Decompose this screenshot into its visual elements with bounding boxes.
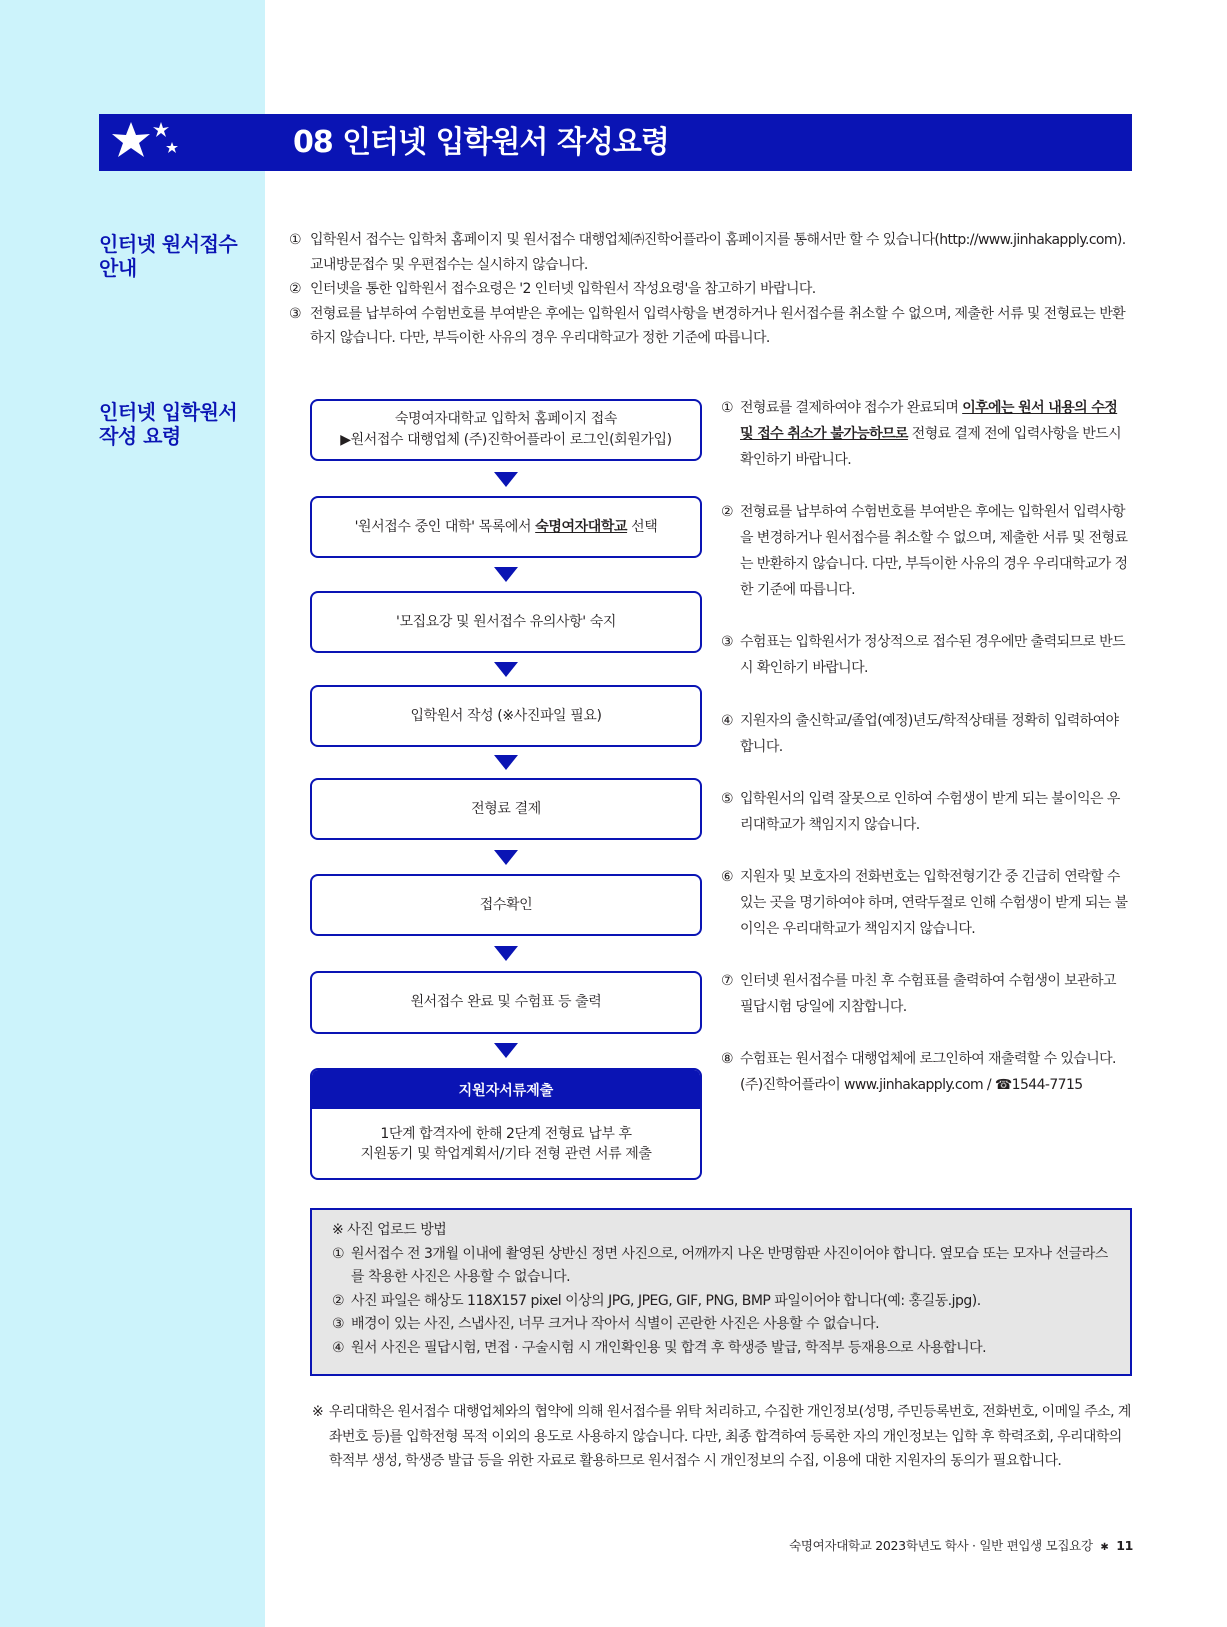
photo-item — [332, 1337, 1114, 1361]
item-text: 원서접수 전 3개월 이내에 촬영된 상반신 정면 사진으로, 어깨까지 나온 반명함판 사진이어야 합니다. 옆모습 또는 모자나 선글라스를 착용한 사진은 사용할 수 없습니다. — [351, 1245, 1108, 1285]
down-arrow-icon — [494, 567, 518, 582]
section-label-guide: 인터넷 원서접수 안내 — [99, 232, 238, 280]
down-arrow-icon — [494, 946, 518, 961]
item-text: 수험표는 입학원서가 정상적으로 접수된 경우에만 출력되므로 반드시 확인하기 바랍니다. — [740, 634, 1125, 676]
item-number: ② — [332, 1292, 345, 1309]
flow-text-emphasis: 숙명여자대학교 — [535, 518, 628, 535]
item-number: ⑤ — [721, 791, 733, 807]
flow-step-6 — [310, 874, 702, 936]
item-number: ② — [289, 281, 301, 297]
section-header — [99, 114, 1132, 171]
item-number: ⑧ — [721, 1051, 733, 1067]
flow-step-text: 전형료 결제 — [471, 800, 541, 817]
section-label-howto: 인터넷 입학원서 작성 요령 — [99, 400, 238, 448]
note-item — [721, 786, 1132, 838]
privacy-notice — [312, 1400, 1132, 1474]
down-arrow-icon — [494, 662, 518, 677]
item-text: 인터넷을 통한 입학원서 접수요령은 '2 인터넷 입학원서 작성요령'을 참고하기 바랍니다. — [310, 281, 816, 297]
flow-step-text: '모집요강 및 원서접수 유의사항' 숙지 — [396, 613, 616, 630]
note-item — [721, 864, 1132, 942]
down-arrow-icon — [494, 1043, 518, 1058]
note-item — [721, 708, 1132, 760]
photo-item — [332, 1290, 1114, 1314]
photo-upload-box — [310, 1208, 1132, 1376]
notice-text: 우리대학은 원서접수 대행업체와의 협약에 의해 원서접수를 위탁 처리하고, 수집한 개인정보(성명, 주민등록번호, 전화번호, 이메일 주소, 계좌번호 등)를 입학전형 목적 이외의 용도로 사용하지 않습니다. 다만, 최종 합격하여 등록한 자의 개인정보는 입학 후 학력조회, 우리대학의 학적부 생성, 학생증 발급 등을 위한 자료로 활용하므로 원서접수 시 개인정보의 수집, 이용에 대한 지원자의 동의가 필요합니다. — [329, 1404, 1131, 1469]
note-item — [721, 395, 1132, 473]
item-text: 지원자 및 보호자의 전화번호는 입학전형기간 중 긴급히 연락할 수 있는 곳을 명기하여야 하며, 연락두절로 인해 수험생이 받게 되는 불이익은 우리대학교가 책임지지 않습니다. — [740, 869, 1128, 937]
item-number: ① — [721, 400, 733, 416]
intro-item — [289, 277, 1134, 302]
item-text: 전형료를 납부하여 수험번호를 부여받은 후에는 입학원서 입력사항을 변경하거나 원서접수를 취소할 수 없으며, 제출한 서류 및 전형료는 반환하지 않습니다. 다만, 부득이한 사유의 경우 우리대학교가 정한 기준에 따릅니다. — [740, 504, 1128, 598]
page-number: 11 — [1116, 1538, 1133, 1553]
flow-text-pre: '원서접수 중인 대학' 목록에서 — [354, 518, 536, 535]
footer-text: 숙명여자대학교 2023학년도 학사 · 일반 편입생 모집요강 — [789, 1538, 1093, 1553]
item-number: ④ — [332, 1339, 345, 1356]
item-text: 지원자의 출신학교/졸업(예정)년도/학적상태를 정확히 입력하여야 합니다. — [740, 713, 1119, 755]
photo-item — [332, 1313, 1114, 1337]
item-number: ③ — [721, 634, 733, 650]
note-item — [721, 1046, 1132, 1098]
notice-mark: ※ — [312, 1404, 324, 1420]
note-text-emphasis: 이후에는 원서 내용의 수정 및 접수 취소가 불가능하므로 — [740, 400, 1118, 442]
item-text: 전형료를 납부하여 수험번호를 부여받은 후에는 입학원서 입력사항을 변경하거나 원서접수를 취소할 수 없으며, 제출한 서류 및 전형료는 반환하지 않습니다. 다만, 부득이한 사유의 경우 우리대학교가 정한 기준에 따릅니다. — [310, 305, 1126, 346]
intro-item — [289, 302, 1134, 351]
flow-step-text: 접수확인 — [479, 896, 533, 913]
page-title: 08 인터넷 입학원서 작성요령 — [293, 125, 669, 160]
flow-step-text — [355, 517, 658, 538]
item-number: ⑦ — [721, 973, 733, 989]
flow-step-text: 숙명여자대학교 입학처 홈페이지 접속 — [394, 411, 618, 427]
down-arrow-icon — [494, 472, 518, 487]
item-number: ② — [721, 504, 733, 520]
item-number: ① — [332, 1245, 345, 1262]
item-text: 수험표는 원서접수 대행업체에 로그인하여 재출력할 수 있습니다. (주)진학어플라이 www.jinhakapply.com / ☎1544-7715 — [740, 1051, 1116, 1093]
footer-separator: ✱ — [1100, 1542, 1109, 1553]
stars-icon — [109, 120, 179, 166]
intro-item — [289, 228, 1134, 277]
flow-step-7 — [310, 971, 702, 1034]
flow-step-text: 원서접수 완료 및 수험표 등 출력 — [410, 994, 602, 1010]
flow-step-3 — [310, 591, 702, 653]
photo-box-title: ※ 사진 업로드 방법 — [332, 1222, 447, 1238]
item-text: 인터넷 원서접수를 마친 후 수험표를 출력하여 수험생이 보관하고 필답시험 당일에 지참합니다. — [740, 973, 1116, 1015]
flow-step-text: 입학원서 작성 (※사진파일 필요) — [410, 707, 602, 724]
flow-step-text: 지원동기 및 학업계획서/기타 전형 관련 서류 제출 — [360, 1145, 652, 1162]
item-number: ③ — [332, 1316, 345, 1332]
item-number: ③ — [289, 305, 301, 322]
item-text: 사진 파일은 해상도 118X157 pixel 이상의 JPG, JPEG, GIF, PNG, BMP 파일이어야 합니다(예: 홍길동.jpg). — [351, 1292, 981, 1309]
item-text: 원서 사진은 필답시험, 면접 · 구술시험 시 개인확인용 및 합격 후 학생증 발급, 학적부 등재용으로 사용합니다. — [351, 1339, 987, 1356]
item-text — [740, 395, 1132, 473]
note-text: 전형료를 결제하여야 접수가 완료되며 — [740, 400, 963, 416]
note-item — [721, 499, 1132, 603]
item-number: ① — [289, 232, 301, 248]
item-text: 입학원서 접수는 입학처 홈페이지 및 원서접수 대행업체㈜진학어플라이 홈페이지를 통해서만 할 수 있습니다(http://www.jinhakapply.com). 교내방문접수 및 우편접수는 실시하지 않습니다. — [310, 232, 1126, 273]
item-text: 배경이 있는 사진, 스냅사진, 너무 크거나 작아서 식별이 곤란한 사진은 사용할 수 없습니다. — [351, 1316, 880, 1332]
flow-step-1 — [310, 399, 702, 461]
intro-list — [289, 228, 1134, 351]
note-item — [721, 629, 1132, 681]
flow-step-title: 지원자서류제출 — [312, 1070, 700, 1109]
down-arrow-icon — [494, 850, 518, 865]
page-footer — [789, 1536, 1133, 1554]
flow-text-post: 선택 — [627, 518, 658, 535]
item-number: ⑥ — [721, 869, 733, 885]
flow-step-body — [312, 1109, 700, 1178]
flow-step-8 — [310, 1068, 702, 1180]
flow-step-4 — [310, 685, 702, 747]
note-item — [721, 968, 1132, 1020]
item-text: 입학원서의 입력 잘못으로 인하여 수험생이 받게 되는 불이익은 우리대학교가 책임지지 않습니다. — [740, 791, 1120, 833]
item-number: ④ — [721, 713, 733, 729]
note-text: 전형료 결제 전에 입력사항을 반드시 확인하기 바랍니다. — [740, 426, 1122, 468]
flow-step-text: ▶원서접수 대행업체 (주)진학어플라이 로그인(회원가입) — [340, 432, 672, 448]
flow-step-5 — [310, 778, 702, 840]
photo-item — [332, 1243, 1114, 1290]
flow-step-2 — [310, 496, 702, 558]
down-arrow-icon — [494, 755, 518, 770]
flow-step-text: 1단계 합격자에 한해 2단계 전형료 납부 후 — [380, 1125, 632, 1142]
